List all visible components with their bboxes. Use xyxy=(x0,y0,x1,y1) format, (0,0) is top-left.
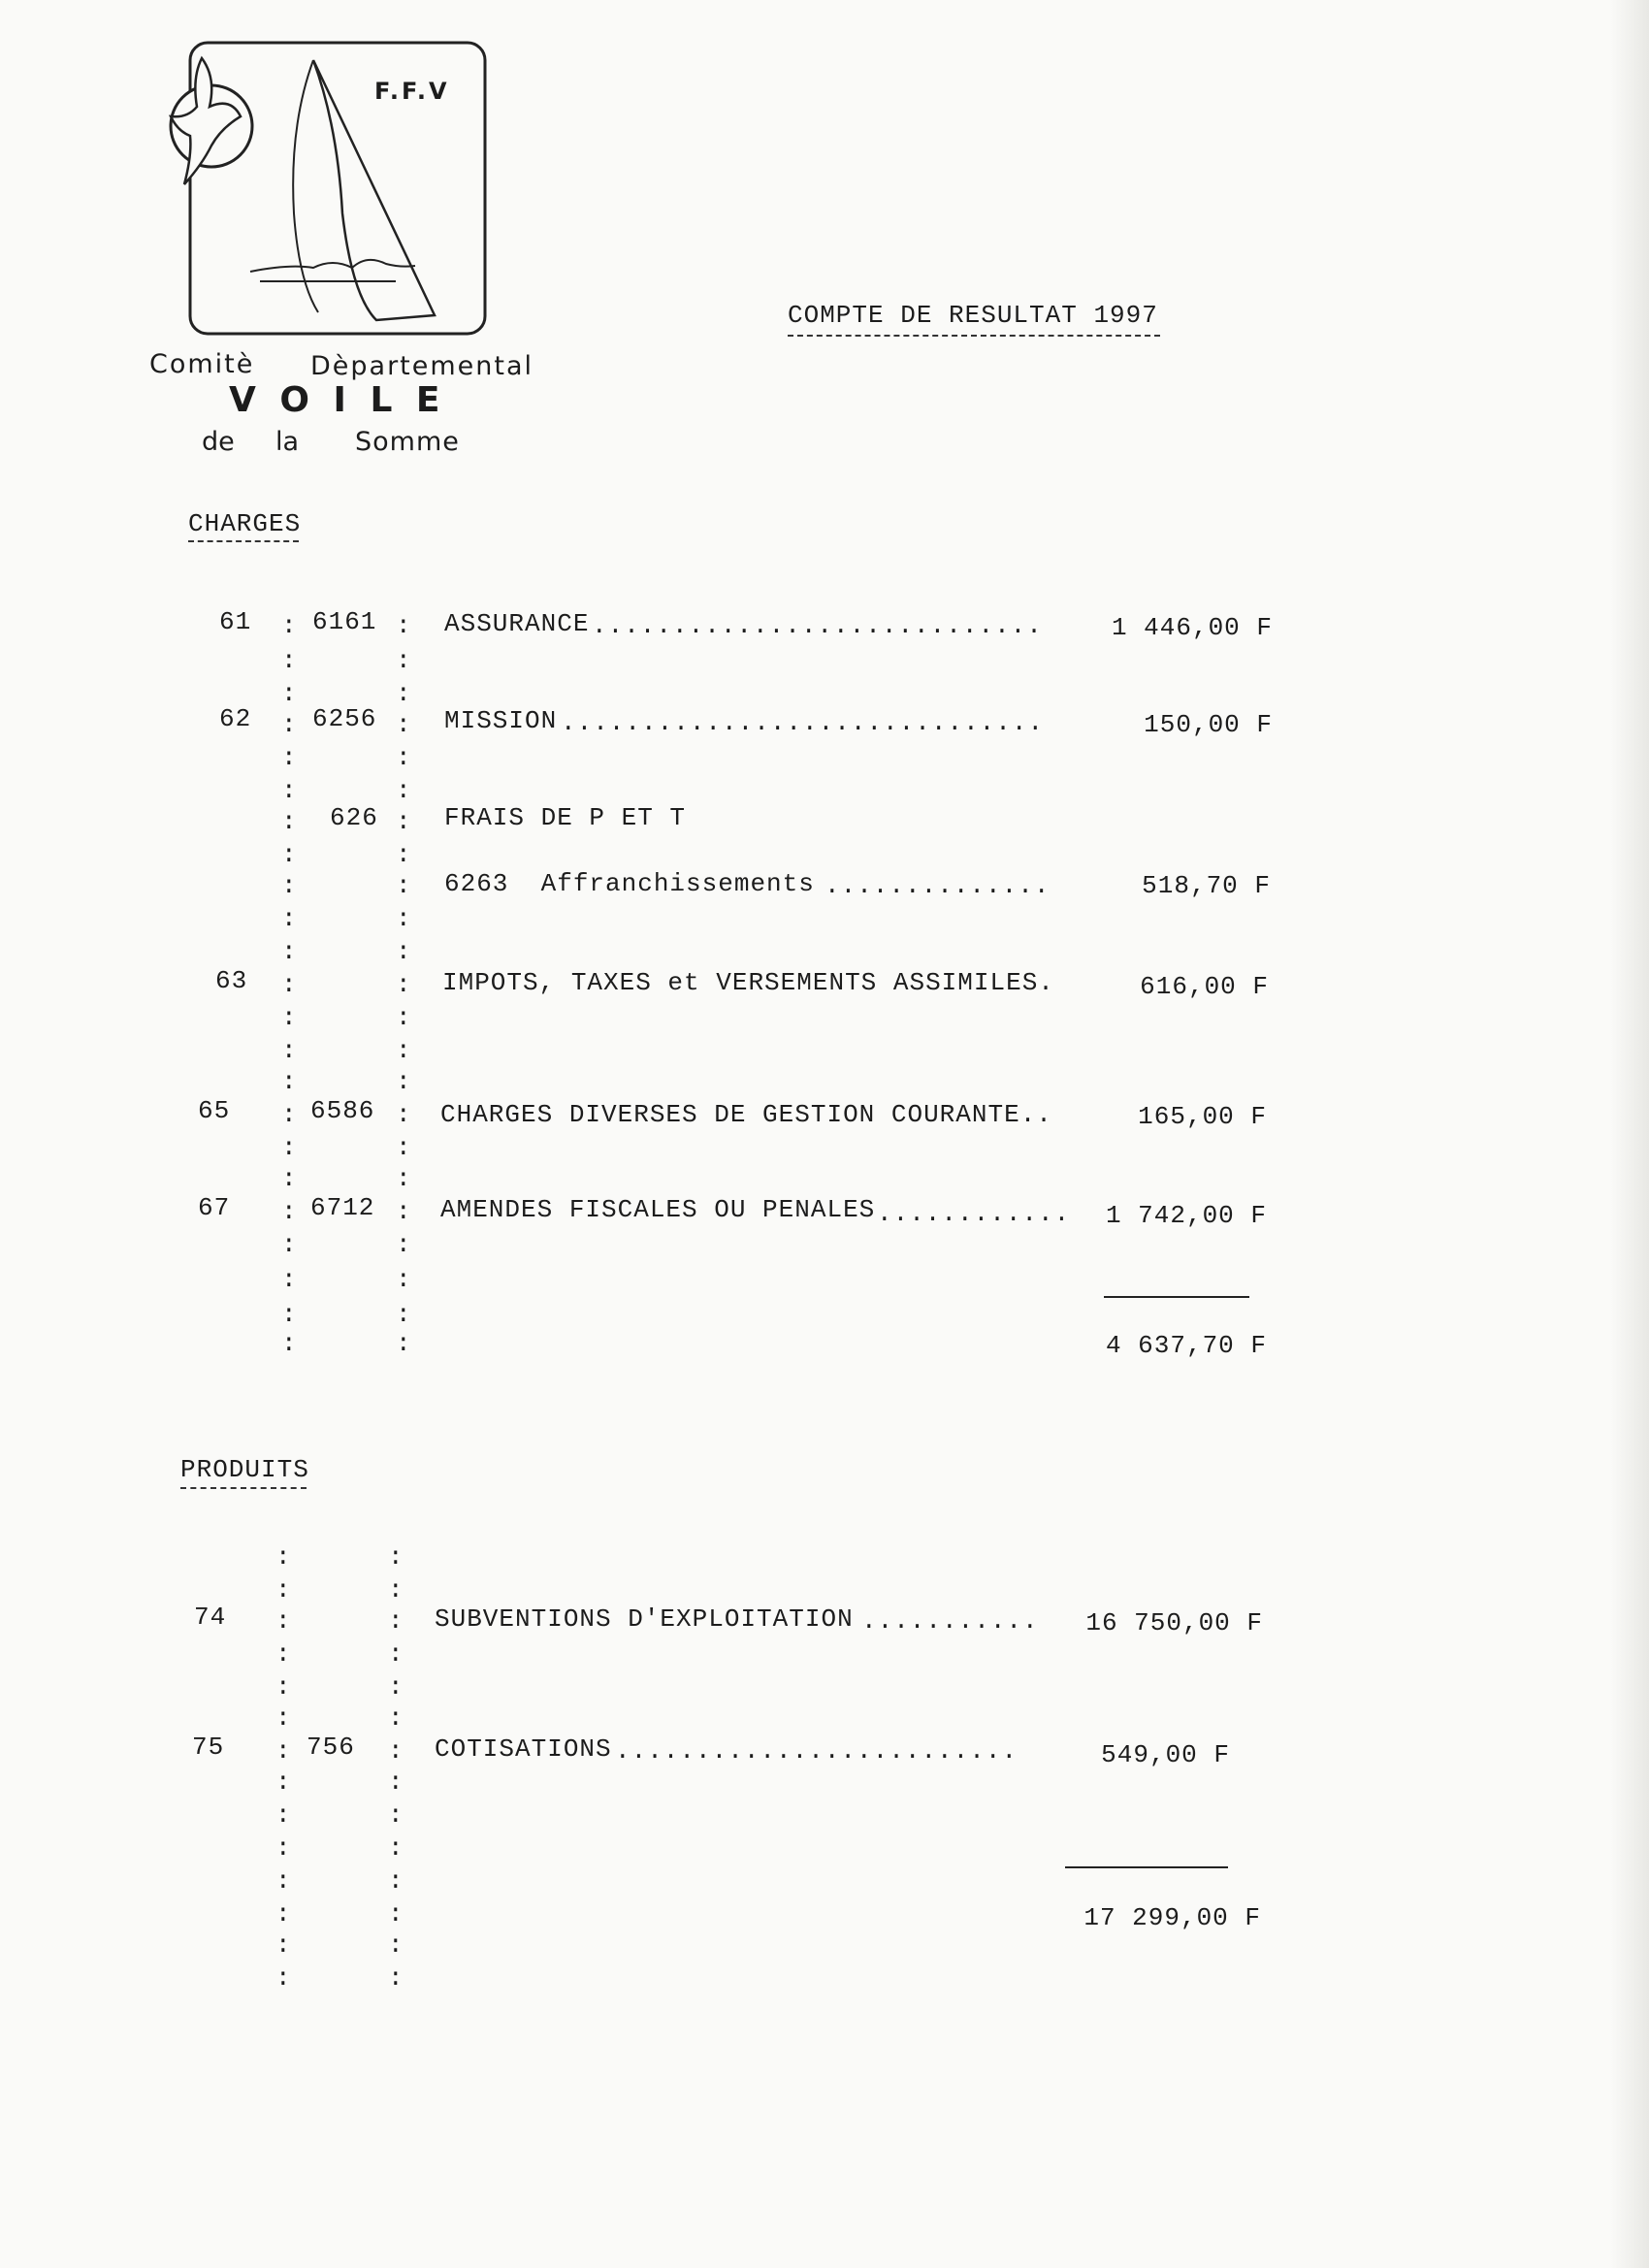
charges-label: MISSION xyxy=(444,706,558,735)
charges-subaccount: 626 xyxy=(330,803,378,832)
produits-label: SUBVENTIONS D'EXPLOITATION xyxy=(435,1604,854,1634)
colon-separator: : xyxy=(281,776,297,805)
charges-leader: .............. xyxy=(824,871,1051,900)
colon-separator: : xyxy=(396,1329,411,1358)
colon-separator: : xyxy=(281,1230,297,1259)
page-title: COMPTE DE RESULTAT 1997 xyxy=(788,301,1158,330)
colon-separator: : xyxy=(281,710,297,739)
colon-separator: : xyxy=(388,1639,404,1669)
colon-separator: : xyxy=(396,1164,411,1193)
colon-separator: : xyxy=(396,1265,411,1294)
colon-separator: : xyxy=(281,937,297,966)
charges-account: 67 xyxy=(198,1193,231,1222)
charges-leader: ............................ xyxy=(592,611,1043,640)
colon-separator: : xyxy=(388,1800,404,1830)
colon-separator: : xyxy=(396,1230,411,1259)
charges-heading: CHARGES xyxy=(188,509,302,538)
colon-separator: : xyxy=(281,743,297,772)
charges-label: CHARGES DIVERSES DE GESTION COURANTE.. xyxy=(440,1100,1052,1129)
charges-subaccount: 6712 xyxy=(310,1193,375,1222)
letterhead-voile: V O I L E xyxy=(229,380,446,420)
letterhead-de: de xyxy=(202,427,235,457)
colon-separator: : xyxy=(275,1833,291,1863)
colon-separator: : xyxy=(281,1067,297,1096)
produits-amount: 549,00 F xyxy=(1101,1740,1230,1769)
letterhead-somme: Somme xyxy=(355,427,460,457)
produits-leader: ......................... xyxy=(615,1736,1018,1766)
colon-separator: : xyxy=(275,1866,291,1895)
colon-separator: : xyxy=(388,1672,404,1701)
colon-separator: : xyxy=(281,1003,297,1032)
colon-separator: : xyxy=(388,1930,404,1960)
colon-separator: : xyxy=(396,1133,411,1162)
charges-account: 61 xyxy=(219,607,252,636)
colon-separator: : xyxy=(396,646,411,675)
produits-total-rule xyxy=(1065,1866,1228,1868)
colon-separator: : xyxy=(281,871,297,900)
colon-separator: : xyxy=(388,1606,404,1636)
colon-separator: : xyxy=(281,1197,297,1226)
letterhead-la: la xyxy=(275,427,300,457)
colon-separator: : xyxy=(275,1606,291,1636)
charges-leader: .............................. xyxy=(561,708,1045,737)
colon-separator: : xyxy=(396,710,411,739)
colon-separator: : xyxy=(396,904,411,933)
colon-separator: : xyxy=(396,1036,411,1065)
colon-separator: : xyxy=(396,611,411,640)
charges-label: FRAIS DE P ET T xyxy=(444,803,687,832)
colon-separator: : xyxy=(396,937,411,966)
charges-amount: 1 742,00 F xyxy=(1105,1201,1267,1230)
colon-separator: : xyxy=(388,1703,404,1733)
colon-separator: : xyxy=(396,776,411,805)
charges-subaccount: 6586 xyxy=(310,1096,375,1125)
colon-separator: : xyxy=(396,807,411,836)
colon-separator: : xyxy=(388,1866,404,1895)
colon-separator: : xyxy=(275,1963,291,1993)
colon-separator: : xyxy=(281,1265,297,1294)
colon-separator: : xyxy=(275,1899,291,1928)
colon-separator: : xyxy=(396,840,411,869)
produits-amount: 16 750,00 F xyxy=(1085,1608,1263,1637)
produits-account: 74 xyxy=(194,1603,227,1632)
colon-separator: : xyxy=(281,970,297,999)
colon-separator: : xyxy=(388,1736,404,1766)
charges-label: 6263 Affranchissements xyxy=(444,869,815,898)
colon-separator: : xyxy=(281,679,297,708)
charges-subaccount: 6256 xyxy=(312,704,377,733)
colon-separator: : xyxy=(396,871,411,900)
charges-leader: ............ xyxy=(877,1199,1071,1228)
charges-label: ASSURANCE xyxy=(444,609,590,638)
letterhead-comite: Comitè xyxy=(149,349,255,379)
colon-separator: : xyxy=(396,1197,411,1226)
colon-separator: : xyxy=(275,1703,291,1733)
charges-underline xyxy=(188,540,299,542)
colon-separator: : xyxy=(281,840,297,869)
produits-total: 17 299,00 F xyxy=(1083,1903,1261,1932)
produits-heading: PRODUITS xyxy=(180,1455,309,1484)
charges-subaccount: 6161 xyxy=(312,607,377,636)
colon-separator: : xyxy=(275,1672,291,1701)
colon-separator: : xyxy=(281,1329,297,1358)
charges-label: AMENDES FISCALES OU PENALES xyxy=(440,1195,876,1224)
colon-separator: : xyxy=(275,1639,291,1669)
colon-separator: : xyxy=(281,1133,297,1162)
colon-separator: : xyxy=(388,1963,404,1993)
colon-separator: : xyxy=(396,1300,411,1329)
colon-separator: : xyxy=(281,1036,297,1065)
colon-separator: : xyxy=(275,1542,291,1571)
colon-separator: : xyxy=(281,1300,297,1329)
letterhead-departemental: Dèpartemental xyxy=(310,351,534,381)
colon-separator: : xyxy=(275,1930,291,1960)
colon-separator: : xyxy=(275,1767,291,1797)
colon-separator: : xyxy=(275,1736,291,1766)
colon-separator: : xyxy=(396,1100,411,1129)
colon-separator: : xyxy=(388,1833,404,1863)
colon-separator: : xyxy=(281,1100,297,1129)
colon-separator: : xyxy=(275,1800,291,1830)
charges-amount: 1 446,00 F xyxy=(1111,613,1273,642)
charges-account: 65 xyxy=(198,1096,231,1125)
colon-separator: : xyxy=(388,1575,404,1604)
produits-account: 75 xyxy=(192,1733,225,1762)
charges-total: 4 637,70 F xyxy=(1105,1331,1267,1360)
colon-separator: : xyxy=(396,1067,411,1096)
produits-underline xyxy=(180,1487,307,1489)
charges-amount: 518,70 F xyxy=(1142,871,1271,900)
title-underline xyxy=(788,335,1160,337)
colon-separator: : xyxy=(396,1003,411,1032)
produits-label: COTISATIONS xyxy=(435,1734,612,1764)
charges-total-rule xyxy=(1104,1296,1249,1298)
colon-separator: : xyxy=(396,679,411,708)
produits-leader: ........... xyxy=(861,1606,1039,1636)
colon-separator: : xyxy=(388,1899,404,1928)
charges-amount: 150,00 F xyxy=(1144,710,1273,739)
colon-separator: : xyxy=(281,646,297,675)
charges-account: 63 xyxy=(215,966,248,995)
charges-amount: 165,00 F xyxy=(1138,1102,1267,1131)
colon-separator: : xyxy=(396,743,411,772)
charges-amount: 616,00 F xyxy=(1140,972,1269,1001)
ffv-label: F.F.V xyxy=(374,78,450,105)
colon-separator: : xyxy=(281,807,297,836)
colon-separator: : xyxy=(388,1542,404,1571)
charges-account: 62 xyxy=(219,704,252,733)
colon-separator: : xyxy=(281,904,297,933)
colon-separator: : xyxy=(388,1767,404,1797)
colon-separator: : xyxy=(281,611,297,640)
produits-subaccount: 756 xyxy=(307,1733,355,1762)
charges-label: IMPOTS, TAXES et VERSEMENTS ASSIMILES. xyxy=(442,968,1054,997)
page-edge-shadow xyxy=(1610,0,1649,2268)
colon-separator: : xyxy=(281,1164,297,1193)
colon-separator: : xyxy=(396,970,411,999)
colon-separator: : xyxy=(275,1575,291,1604)
